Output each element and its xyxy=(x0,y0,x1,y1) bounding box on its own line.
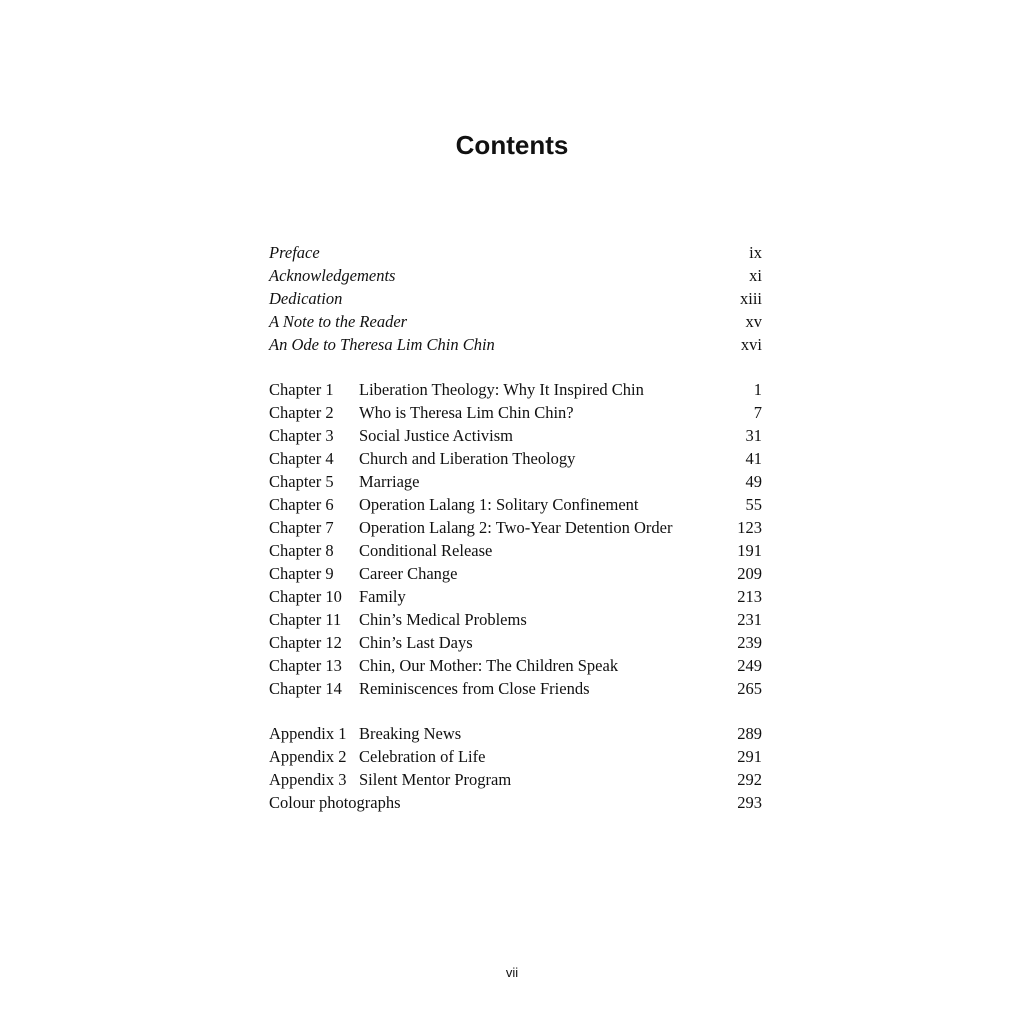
toc-entry-title: Celebration of Life xyxy=(359,747,486,766)
toc-entry-title: Chin’s Medical Problems xyxy=(359,610,527,629)
toc-entry-page: 292 xyxy=(737,770,762,789)
toc-entry-chapter-6 xyxy=(269,493,762,516)
toc-entry-title: Conditional Release xyxy=(359,541,493,560)
toc-entry-page: 191 xyxy=(737,541,762,560)
toc-entry-page: xi xyxy=(749,266,762,285)
toc-entry-chapter-14 xyxy=(269,677,762,700)
toc-entry-page: 49 xyxy=(745,472,762,491)
toc-entry-page: ix xyxy=(749,243,762,262)
toc-entry-label: Appendix 2 xyxy=(269,747,347,766)
toc-entry-page: 291 xyxy=(737,747,762,766)
toc-entry-preface xyxy=(269,241,762,264)
toc-entry-chapter-9 xyxy=(269,562,762,585)
toc-entry-chapter-11 xyxy=(269,608,762,631)
toc-entry-page: 123 xyxy=(737,518,762,537)
toc-entry-page: 293 xyxy=(737,793,762,812)
toc-entry-page: 213 xyxy=(737,587,762,606)
toc-entry-page: 249 xyxy=(737,656,762,675)
toc-entry-chapter-3 xyxy=(269,424,762,447)
toc-entry-page: xiii xyxy=(739,289,762,308)
toc-entry-label: Chapter 5 xyxy=(269,472,334,491)
toc-entry-title: Operation Lalang 1: Solitary Confinement xyxy=(359,495,639,514)
toc-entry-title: Dedication xyxy=(269,289,343,308)
toc-entry-title: Acknowledgements xyxy=(269,266,396,285)
toc-entry-colour-photographs xyxy=(269,791,762,814)
toc-entry-title: Career Change xyxy=(359,564,458,583)
front-matter-list xyxy=(269,241,762,356)
toc-entry-page: 239 xyxy=(737,633,762,652)
toc-entry-chapter-13 xyxy=(269,654,762,677)
toc-entry-label: Chapter 7 xyxy=(269,518,334,537)
toc-entry-note-to-reader xyxy=(269,310,762,333)
toc-entry-label: Appendix 1 xyxy=(269,724,347,743)
toc-entry-page: 31 xyxy=(745,426,762,445)
toc-entry-page: 265 xyxy=(737,679,762,698)
toc-entry-label: Appendix 3 xyxy=(269,770,347,789)
toc-entry-label: Chapter 6 xyxy=(269,495,334,514)
toc-entry-page: 41 xyxy=(745,449,762,468)
toc-entry-acknowledgements xyxy=(269,264,762,287)
toc-entry-label: Chapter 2 xyxy=(269,403,334,422)
toc-entry-label: Chapter 1 xyxy=(269,380,334,399)
toc-entry-title: A Note to the Reader xyxy=(269,312,408,331)
toc-entry-title: Family xyxy=(359,587,406,606)
toc-entry-page: xv xyxy=(745,312,762,331)
toc-entry-chapter-4 xyxy=(269,447,762,470)
toc-entry-page: 55 xyxy=(745,495,762,514)
toc-entry-appendix-2 xyxy=(269,745,762,768)
toc-entry-title: Liberation Theology: Why It Inspired Chin xyxy=(359,380,644,399)
toc-entry-dedication xyxy=(269,287,762,310)
toc-entry-title: Silent Mentor Program xyxy=(359,770,512,789)
toc-entry-title: Chin’s Last Days xyxy=(359,633,473,652)
toc-entry-label: Chapter 12 xyxy=(269,633,342,652)
toc-entry-page: xvi xyxy=(740,335,762,354)
toc-entry-chapter-12 xyxy=(269,631,762,654)
toc-entry-title: Marriage xyxy=(359,472,420,491)
toc-entry-label: Chapter 3 xyxy=(269,426,334,445)
toc-entry-appendix-1 xyxy=(269,722,762,745)
toc-entry-chapter-7 xyxy=(269,516,762,539)
toc-entry-chapter-10 xyxy=(269,585,762,608)
toc-entry-title: Who is Theresa Lim Chin Chin? xyxy=(359,403,574,422)
page-title: Contents xyxy=(455,130,569,160)
toc-entry-ode xyxy=(269,333,762,356)
toc-entry-title: An Ode to Theresa Lim Chin Chin xyxy=(269,335,495,354)
toc-entry-page: 231 xyxy=(737,610,762,629)
toc-entry-page: 1 xyxy=(753,380,762,399)
toc-entry-label: Chapter 13 xyxy=(269,656,342,675)
toc-entry-label: Chapter 11 xyxy=(269,610,342,629)
toc-entry-label: Chapter 14 xyxy=(269,679,342,698)
toc-entry-label: Chapter 10 xyxy=(269,587,342,606)
chapter-list xyxy=(269,378,762,700)
toc-entry-appendix-3 xyxy=(269,768,762,791)
toc-entry-title: Church and Liberation Theology xyxy=(359,449,576,468)
toc-entry-title: Breaking News xyxy=(359,724,462,743)
back-matter-list xyxy=(269,722,762,814)
toc-entry-label: Chapter 4 xyxy=(269,449,334,468)
toc-entry-title: Operation Lalang 2: Two-Year Detention Order xyxy=(359,518,673,537)
toc-entry-chapter-2 xyxy=(269,401,762,424)
toc-entry-title: Colour photographs xyxy=(269,793,401,812)
toc-entry-page: 7 xyxy=(753,403,762,422)
toc-entry-page: 289 xyxy=(737,724,762,743)
toc-entry-title: Social Justice Activism xyxy=(359,426,513,445)
toc-entry-chapter-8 xyxy=(269,539,762,562)
toc-entry-title: Reminiscences from Close Friends xyxy=(359,679,590,698)
toc-entry-title: Preface xyxy=(269,243,320,262)
toc-entry-label: Chapter 8 xyxy=(269,541,334,560)
page-number: vii xyxy=(505,965,519,980)
toc-entry-chapter-1 xyxy=(269,378,762,401)
toc-entry-page: 209 xyxy=(737,564,762,583)
toc-entry-chapter-5 xyxy=(269,470,762,493)
toc-entry-title: Chin, Our Mother: The Children Speak xyxy=(359,656,619,675)
toc-entry-label: Chapter 9 xyxy=(269,564,334,583)
